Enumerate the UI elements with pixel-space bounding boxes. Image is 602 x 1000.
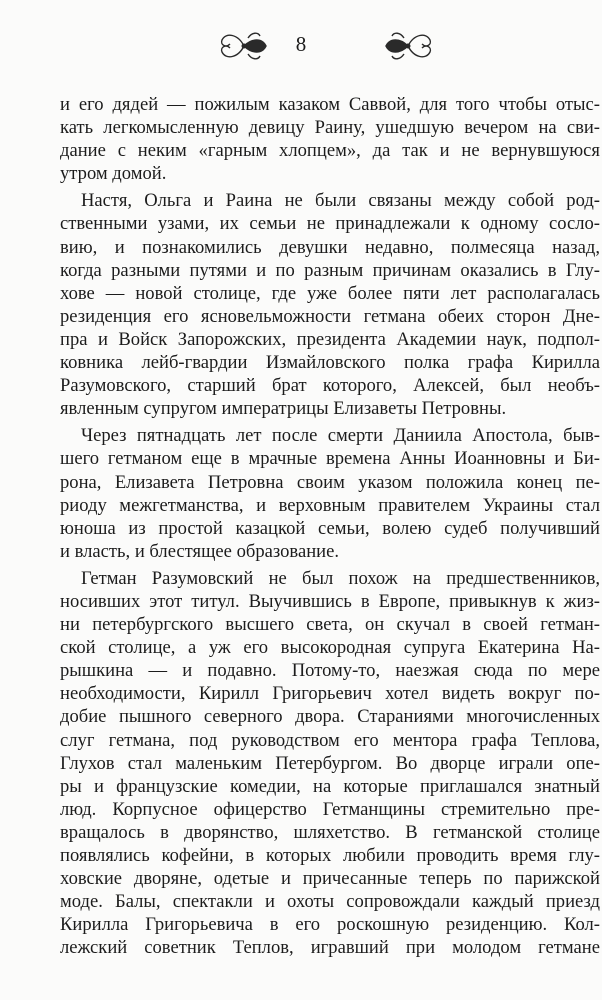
text-line: ственными узами, их семьи не принадлежали к одному сосло- <box>60 213 600 235</box>
text-line: пра и Войск Запорожских, президента Академии наук, подпол- <box>60 328 600 350</box>
text-line: и его дядей — пожилым казаком Саввой, для того чтобы отыс- <box>60 94 600 115</box>
text-line: явленным супругом императрицы Елизаветы Петровны. <box>60 398 507 420</box>
paragraph <box>60 189 600 420</box>
text-line: Глухов стал маленьким Петербургом. Во дворце играли опе- <box>60 752 600 774</box>
paragraph <box>60 567 600 960</box>
text-line: хове — новой столице, где уже более пяти лет располагалась <box>60 282 600 304</box>
paragraph <box>60 424 600 563</box>
text-line: когда разными путями и по разным причинам оказались в Глу- <box>60 259 600 281</box>
text-line: носивших этот титул. Выучившись в Европе, привыкнув к жиз- <box>60 590 600 612</box>
text-line: лежский советник Теплов, игравший при молодом гетмане <box>60 937 600 959</box>
text-line: ховские дворяне, одетые и причесанные теперь по парижской <box>60 868 600 890</box>
text-line: кать легкомысленную девицу Раину, ушедшую вечером на сви- <box>60 117 600 139</box>
text-line: ры и французские комедии, на которые приглашался знатный <box>60 775 600 797</box>
text-line: и власть, и блестящее образование. <box>60 540 339 562</box>
text-line: необходимости, Кирилл Григорьевич хотел видеть вокруг по- <box>60 683 600 705</box>
text-line: Разумовского, старший брат которого, Алексей, был необъ- <box>60 375 600 397</box>
text-line: рышкина — и подавно. Потому-то, наезжая сюда по мере <box>60 660 600 682</box>
text-line: Гетман Разумовский не был похож на предшественников, <box>81 567 600 589</box>
text-line: слуг гетмана, под руководством его ментора графа Теплова, <box>60 729 600 751</box>
floral-ornament-left-icon <box>218 26 270 66</box>
text-line: Кирилла Григорьевича в его роскошную резиденцию. Кол- <box>60 914 600 936</box>
text-line: появлялись кофейни, в которых любили проводить время глу- <box>60 845 600 866</box>
text-line: резиденция его ясновельможности гетмана обеих сторон Дне- <box>60 305 600 327</box>
text-line: вращалось в дворянство, шляхетство. В гетманской столице <box>60 821 600 843</box>
text-line: добие пышного северного двора. Стараниями многочисленных <box>60 706 600 728</box>
text-line: ни петербургского высшего света, он скучал в своей гетман- <box>60 614 600 636</box>
text-line: вию, и познакомились девушки недавно, полмесяца назад, <box>60 236 600 258</box>
text-line: Настя, Ольга и Раина не были связаны между собой род- <box>81 190 600 212</box>
page-header <box>0 26 602 70</box>
floral-ornament-right-icon <box>382 26 434 66</box>
text-line: люд. Корпусное офицерство Гетманщины стремительно пре- <box>60 798 600 820</box>
paragraph <box>60 93 600 185</box>
text-line: дание с неким «гарным хлопцем», да так и не вернувшуюся <box>60 140 600 162</box>
text-line: Через пятнадцать лет после смерти Даниила Апостола, быв- <box>81 425 600 447</box>
text-line: ковника лейб-гвардии Измайловского полка графа Кирилла <box>60 352 600 374</box>
body-text <box>60 93 600 959</box>
text-line: утром домой. <box>60 163 167 185</box>
text-line: риоду межгетманства, и верховным правителем Украины стал <box>60 494 600 516</box>
text-line: рона, Елизавета Петровна своим указом положила конец пе- <box>60 471 600 493</box>
text-line: моде. Балы, спектакли и охоты сопровождали каждый приезд <box>60 891 600 913</box>
page-number: 8 <box>295 32 307 56</box>
text-line: ской столице, а уж его высокородная супруга Екатерина На- <box>60 637 600 659</box>
text-line: шего гетманом еще в мрачные времена Анны Иоанновны и Би- <box>60 448 600 470</box>
text-line: юноша из простой казацкой семьи, волею судеб получивший <box>60 517 600 539</box>
